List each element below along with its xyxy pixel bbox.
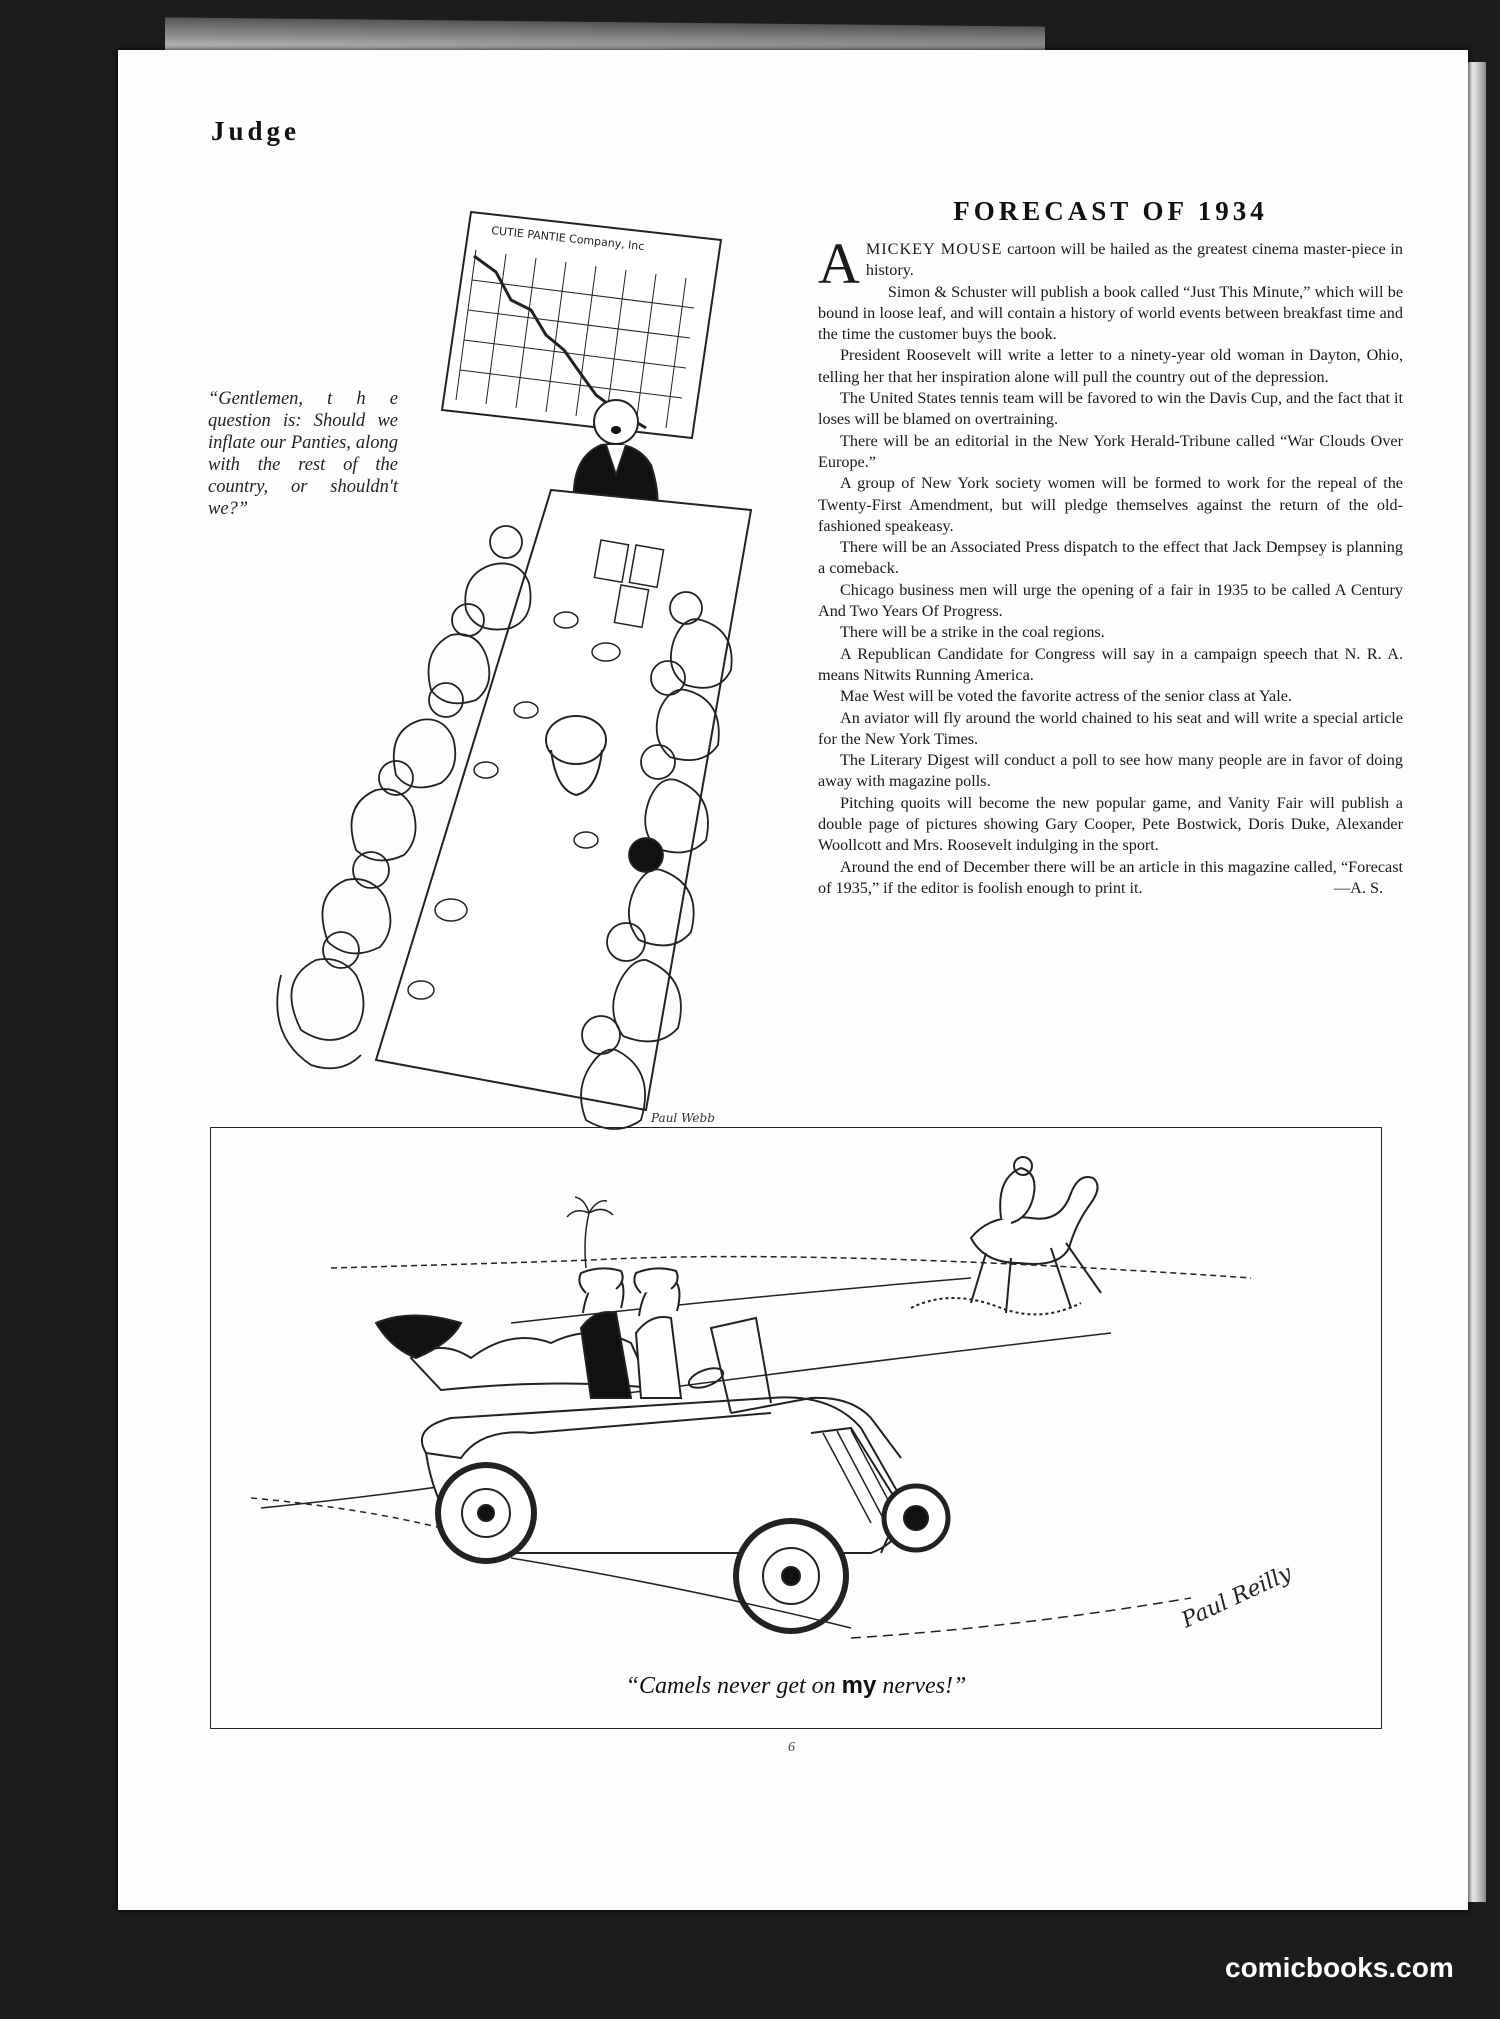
caption-emphasis: my — [841, 1672, 877, 1699]
camel-rider — [911, 1157, 1101, 1314]
article-signature: —A. S. — [1333, 878, 1383, 897]
watermark: comicbooks.com — [1225, 1952, 1454, 1983]
drivers — [579, 1268, 725, 1398]
article-paragraph: A group of New York society women will be formed to work for the repeal of the Twenty-First Amendment, but will pledge themselves against the return of the old-fashioned speakeasy. — [818, 474, 1403, 535]
conference-table — [376, 490, 751, 1110]
drop-cap: A — [818, 231, 860, 296]
article-paragraph: The Literary Digest will conduct a poll to see how many people are in favor of doing away with magazine polls. — [818, 751, 1403, 791]
article-paragraph: There will be an editorial in the New York Herald-Tribune called “War Clouds Over Europe.” — [818, 431, 1403, 471]
cartoon2-caption — [211, 1672, 1381, 1700]
article-paragraph: There will be an Associated Press dispatch to the effect that Jack Dempsey is planning a comeback. — [818, 538, 1403, 578]
article-paragraph: A Republican Candidate for Congress will say in a campaign speech that N. R. A. means Nitwits Running America. — [818, 644, 1403, 684]
article-last-paragraph — [818, 857, 1403, 900]
article-paragraph-text: Around the end of December there will be an article in this magazine called, “Forecast of 1935,” if the editor is foolish enough to print it. — [818, 857, 1403, 897]
cartoon1-caption — [208, 388, 398, 520]
article-paragraph: An aviator will fly around the world chained to his seat and will write a special article for the New York Times. — [818, 708, 1403, 748]
masthead: Judge — [211, 116, 301, 146]
board-meeting-cartoon — [206, 190, 796, 1135]
article-headline: FORECAST OF 1934 — [953, 196, 1268, 226]
desert-car-cartoon — [211, 1128, 1381, 1668]
article-paragraph: Chicago business men will urge the opening of a fair in 1935 to be called A Century And Two Years Of Progress. — [818, 580, 1403, 621]
article-paragraph: Simon & Schuster will publish a book called “Just This Minute,” which will be bound in loose leaf, and will contain a history of world events between breakfast time and the time the customer buys the book. — [818, 282, 1403, 344]
caption-part: nerves!” — [876, 1673, 967, 1699]
article-paragraph: Pitching quoits will become the new popular game, and Vanity Fair will publish a double page of pictures showing Gary Cooper, Pete Bostwick, Doris Duke, Alexander Woollcott and Mrs. Roosevelt indulging in the sport. — [818, 793, 1403, 855]
article-paragraph: Mae West will be voted the favorite actress of the senior class at Yale. — [840, 687, 1292, 706]
article-paragraph: The United States tennis team will be favored to win the Davis Cup, and the fact that it loses will be blamed on overtraining. — [818, 389, 1403, 429]
article-paragraph: There will be a strike in the coal regions. — [840, 623, 1105, 642]
camel-ad-panel — [210, 1127, 1382, 1729]
forecast-article — [818, 190, 1403, 899]
article-paragraph: President Roosevelt will write a letter to a ninety-year old woman in Dayton, Ohio, telling her that her inspiration alone will pull the country out of the depression. — [818, 346, 1403, 386]
palm-tree — [567, 1197, 613, 1268]
cartoon1-signature: Paul Webb — [651, 1111, 715, 1125]
sales-chart-board — [442, 212, 721, 438]
cartoon1-caption-text: “Gentlemen, t h e question is: Should we inflate our Panties, along with the rest of the country, or shouldn't we?” — [208, 389, 398, 519]
chart-sign-text: CUTIE PANTIE Company, Inc — [490, 224, 646, 254]
lead-text: cartoon will be hailed as the greatest cinema master-piece in history. — [865, 240, 1403, 280]
caption-part: “Camels never get on — [625, 1673, 842, 1699]
lead-smallcaps: MICKEY MOUSE — [865, 240, 1003, 258]
article-lead-paragraph — [818, 231, 1403, 296]
page-number: 6 — [788, 1740, 795, 1755]
cartoon2-signature: Paul Reilly — [1177, 1560, 1296, 1634]
magazine-page — [118, 50, 1468, 1910]
